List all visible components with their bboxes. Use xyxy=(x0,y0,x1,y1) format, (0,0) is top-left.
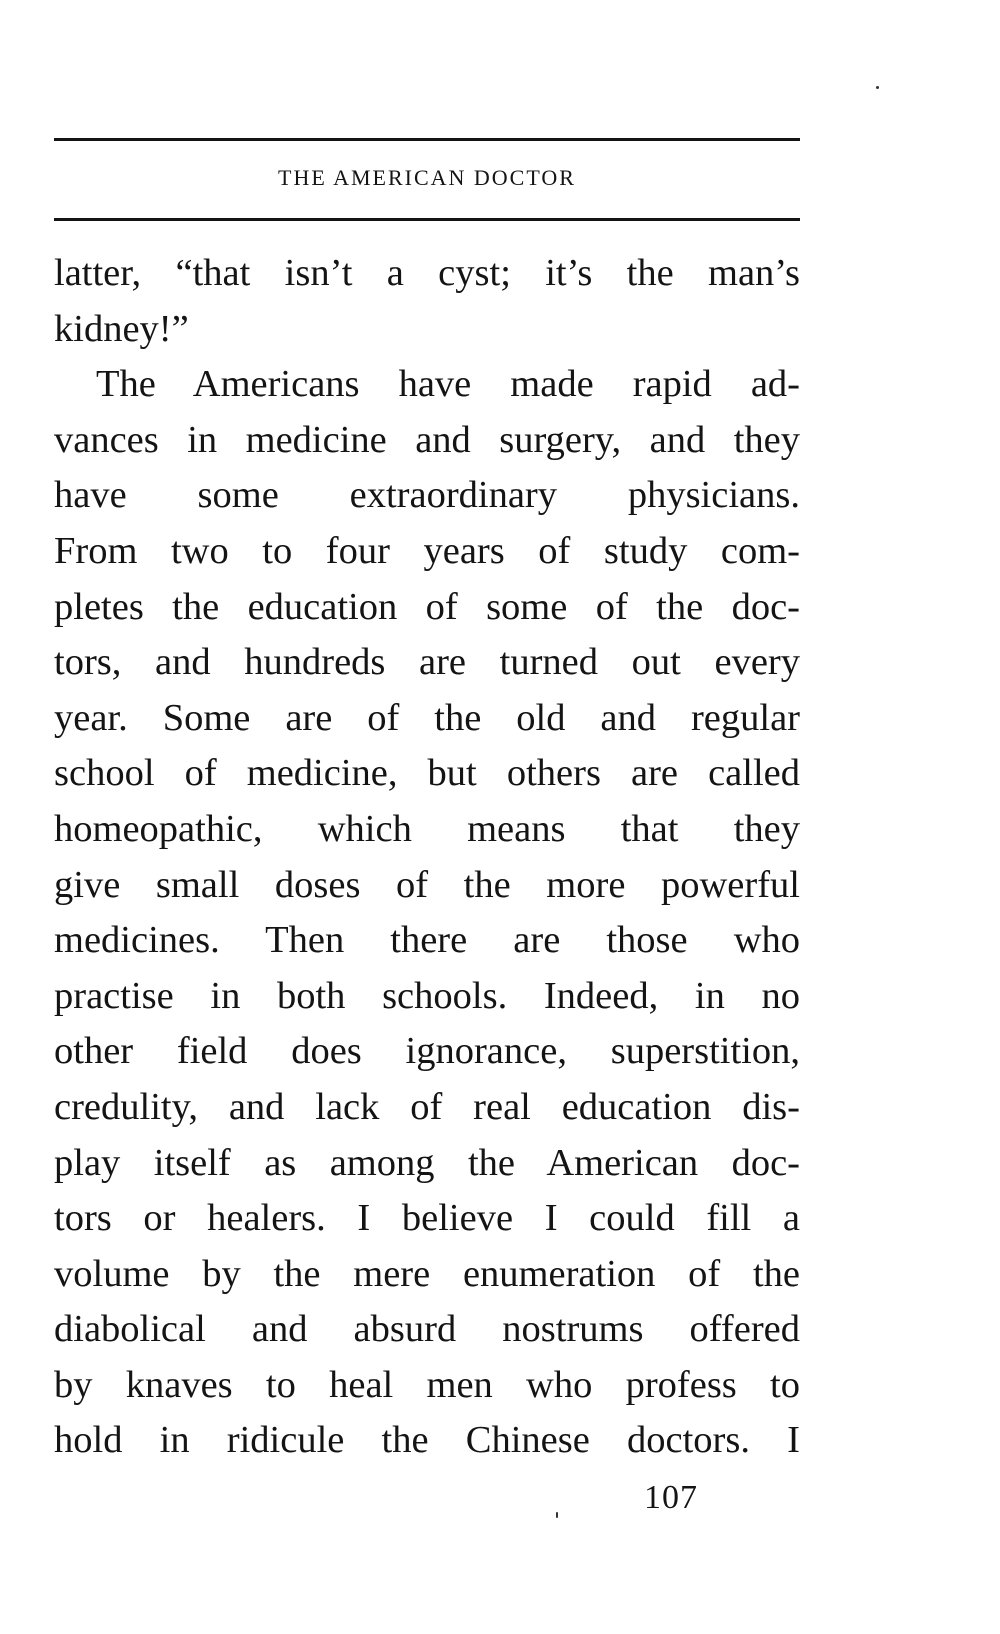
header-rule-top xyxy=(54,138,800,141)
text-line: From two to four years of study com- xyxy=(54,529,800,572)
text-line: have some extraordinary physicians. xyxy=(54,474,800,517)
running-head: THE AMERICAN DOCTOR xyxy=(278,165,576,190)
text-line: vances in medicine and surgery, and they xyxy=(54,418,800,461)
text-line: diabolical and absurd nostrums offered xyxy=(54,1308,800,1351)
text-line: medicines. Then there are those who xyxy=(54,919,800,962)
scan-speck xyxy=(876,86,879,89)
text-line: by knaves to heal men who profess to xyxy=(54,1363,800,1406)
header-rule-bottom xyxy=(54,218,800,221)
text-line: volume by the mere enumeration of the xyxy=(54,1252,800,1295)
text-line: practise in both schools. Indeed, in no xyxy=(54,974,800,1017)
scan-speck xyxy=(556,1512,558,1518)
text-line: credulity, and lack of real education dis- xyxy=(54,1085,800,1128)
text-line: homeopathic, which means that they xyxy=(54,807,800,850)
text-line: year. Some are of the old and regular xyxy=(54,696,800,739)
text-line: tors or healers. I believe I could fill a xyxy=(54,1197,800,1240)
text-line: play itself as among the American doc- xyxy=(54,1141,800,1184)
text-line: hold in ridicule the Chinese doctors. I xyxy=(54,1419,800,1462)
text-line: give small doses of the more powerful xyxy=(54,863,800,906)
text-line: kidney!” xyxy=(54,307,189,350)
body-text xyxy=(54,246,800,1469)
text-line: latter, “that isn’t a cyst; it’s the man’s xyxy=(54,252,800,294)
text-line: other field does ignorance, superstition, xyxy=(54,1030,800,1073)
page-number: 107 xyxy=(644,1479,698,1516)
text-line: The Americans have made rapid ad- xyxy=(96,363,800,406)
text-line: tors, and hundreds are turned out every xyxy=(54,641,800,684)
text-line: school of medicine, but others are called xyxy=(54,752,800,795)
text-line: pletes the education of some of the doc- xyxy=(54,585,800,628)
